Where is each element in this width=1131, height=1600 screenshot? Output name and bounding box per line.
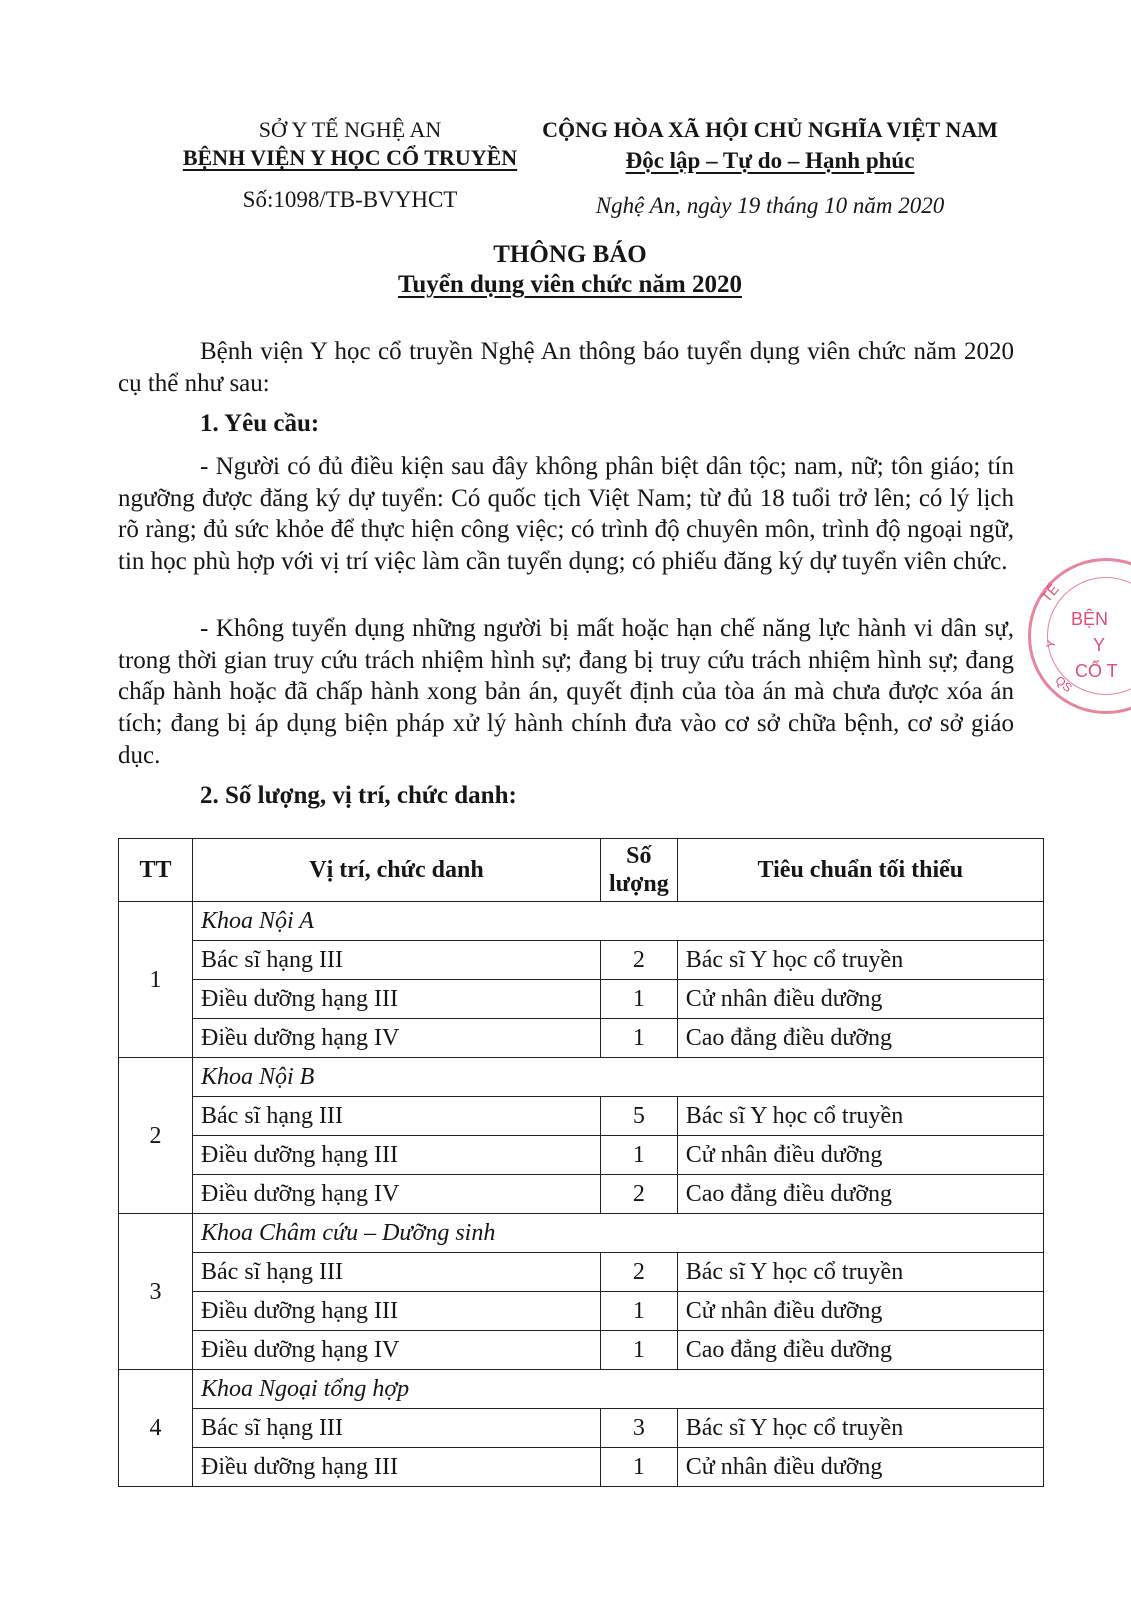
position-cell: Điều dưỡng hạng IV	[193, 1175, 601, 1214]
row-number: 1	[119, 902, 193, 1058]
table-row-group	[119, 1058, 1044, 1097]
standard-cell: Cử nhân điều dưỡng	[677, 1292, 1043, 1331]
position-cell: Điều dưỡng hạng III	[193, 1136, 601, 1175]
stamp-text: TẾ	[1038, 581, 1062, 605]
standard-cell: Bác sĩ Y học cổ truyền	[677, 1409, 1043, 1448]
issue-date: Nghệ An, ngày 19 tháng 10 năm 2020	[595, 193, 945, 218]
notice-title: THÔNG BÁO	[493, 241, 647, 268]
standard-cell: Bác sĩ Y học cổ truyền	[677, 1097, 1043, 1136]
table-row	[119, 1019, 1044, 1058]
recruitment-table	[118, 838, 1044, 1487]
department-name-cell: Khoa Nội B	[193, 1058, 1044, 1097]
section-2-heading: 2. Số lượng, vị trí, chức danh:	[200, 782, 517, 809]
table-header-row	[119, 839, 1044, 902]
standard-cell: Cao đẳng điều dưỡng	[677, 1331, 1043, 1370]
hospital-name-text: BỆNH VIỆN Y HỌC CỔ TRUYỀN	[182, 145, 518, 170]
table-row	[119, 941, 1044, 980]
national-motto	[520, 147, 1020, 175]
standard-cell: Cử nhân điều dưỡng	[677, 1136, 1043, 1175]
requirement-paragraph-2: - Không tuyển dụng những người bị mất hoặc hạn chế năng lực hành vi dân sự, trong thời gian truy cứu trách nhiệm hình sự; đang bị truy cứu trách nhiệm hình sự; đang chấp hành hoặc đã chấp hành xong bản án, quyết định của tòa án mà chưa được xóa án tích; đang bị áp dụng biện pháp xử lý hành chính đưa vào cơ sở chữa bệnh, cơ sở giáo dục.	[118, 615, 1014, 769]
stamp-text: Y	[1043, 638, 1059, 650]
official-stamp	[1028, 558, 1131, 714]
quantity-cell: 2	[601, 1175, 678, 1214]
quantity-cell: 1	[601, 980, 678, 1019]
country-name: CỘNG HÒA XÃ HỘI CHỦ NGHĨA VIỆT NAM	[542, 117, 998, 142]
notice-subtitle	[0, 270, 1131, 300]
quantity-cell: 3	[601, 1409, 678, 1448]
position-cell: Điều dưỡng hạng III	[193, 1448, 601, 1487]
department-name: SỞ Y TẾ NGHỆ AN	[258, 117, 442, 142]
department-name-cell: Khoa Ngoại tổng hợp	[193, 1370, 1044, 1409]
national-motto-text: Độc lập – Tự do – Hạnh phúc	[625, 148, 915, 173]
position-cell: Bác sĩ hạng III	[193, 1097, 601, 1136]
row-number: 4	[119, 1370, 193, 1487]
quantity-cell: 1	[601, 1136, 678, 1175]
standard-cell: Cao đẳng điều dưỡng	[677, 1175, 1043, 1214]
standard-cell: Cử nhân điều dưỡng	[677, 980, 1043, 1019]
standard-cell: Bác sĩ Y học cổ truyền	[677, 1253, 1043, 1292]
stamp-text: Y	[1093, 635, 1106, 655]
table-row	[119, 1409, 1044, 1448]
table-row	[119, 1253, 1044, 1292]
table-row-group	[119, 902, 1044, 941]
quantity-cell: 1	[601, 1448, 678, 1487]
header-position: Vị trí, chức danh	[193, 839, 601, 902]
table-row	[119, 1175, 1044, 1214]
header-quantity	[601, 839, 678, 902]
hospital-name	[140, 144, 560, 172]
table-row-group	[119, 1214, 1044, 1253]
row-number: 3	[119, 1214, 193, 1370]
quantity-cell: 5	[601, 1097, 678, 1136]
row-number: 2	[119, 1058, 193, 1214]
position-cell: Bác sĩ hạng III	[193, 1409, 601, 1448]
position-cell: Bác sĩ hạng III	[193, 941, 601, 980]
table-row	[119, 1331, 1044, 1370]
header-tt: TT	[119, 839, 193, 902]
table-row	[119, 1448, 1044, 1487]
department-name-cell: Khoa Châm cứu – Dưỡng sinh	[193, 1214, 1044, 1253]
stamp-text: CỔ T	[1075, 661, 1118, 681]
quantity-cell: 1	[601, 1331, 678, 1370]
quantity-cell: 2	[601, 1253, 678, 1292]
document-number: Số:1098/TB-BVYHCT	[242, 187, 458, 212]
table-row-group	[119, 1370, 1044, 1409]
notice-subtitle-text: Tuyển dụng viên chức năm 2020	[397, 271, 743, 298]
standard-cell: Cử nhân điều dưỡng	[677, 1448, 1043, 1487]
header-quantity-line2: lượng	[609, 871, 669, 897]
section-1-heading: 1. Yêu cầu:	[200, 410, 320, 437]
position-cell: Bác sĩ hạng III	[193, 1253, 601, 1292]
table-row	[119, 980, 1044, 1019]
table-row	[119, 1097, 1044, 1136]
position-cell: Điều dưỡng hạng III	[193, 1292, 601, 1331]
intro-paragraph: Bệnh viện Y học cổ truyền Nghệ An thông báo tuyển dụng viên chức năm 2020 cụ thể như sau:	[118, 338, 1014, 397]
department-name-cell: Khoa Nội A	[193, 902, 1044, 941]
standard-cell: Bác sĩ Y học cổ truyền	[677, 941, 1043, 980]
table-row	[119, 1136, 1044, 1175]
stamp-text: BỆN	[1071, 609, 1109, 629]
quantity-cell: 1	[601, 1292, 678, 1331]
stamp-text: QS	[1052, 673, 1075, 695]
requirement-paragraph-1: - Người có đủ điều kiện sau đây không phân biệt dân tộc; nam, nữ; tôn giáo; tín ngưỡng được đăng ký dự tuyển: Có quốc tịch Việt Nam; từ đủ 18 tuổi trở lên; có lý lịch rõ ràng; đủ sức khỏe để thực hiện công việc; có trình độ chuyên môn, trình độ ngoại ngữ, tin học phù hợp với vị trí việc làm cần tuyển dụng; có phiếu đăng ký dự tuyển viên chức.	[118, 453, 1014, 576]
quantity-cell: 1	[601, 1019, 678, 1058]
position-cell: Điều dưỡng hạng III	[193, 980, 601, 1019]
position-cell: Điều dưỡng hạng IV	[193, 1331, 601, 1370]
table-row	[119, 1292, 1044, 1331]
standard-cell: Cao đẳng điều dưỡng	[677, 1019, 1043, 1058]
quantity-cell: 2	[601, 941, 678, 980]
header-standard: Tiêu chuẩn tối thiểu	[677, 839, 1043, 902]
position-cell: Điều dưỡng hạng IV	[193, 1019, 601, 1058]
header-quantity-line1: Số	[626, 843, 652, 869]
